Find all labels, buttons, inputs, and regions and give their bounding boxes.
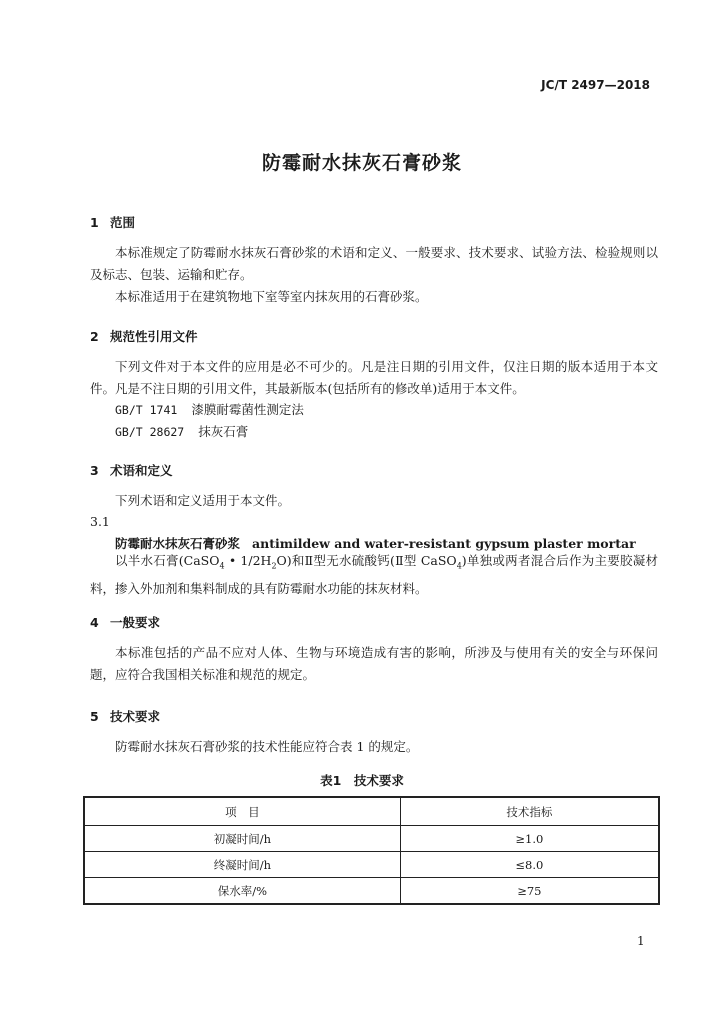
- section-4-paragraph-1: 本标准包括的产品不应对人体、生物与环境造成有害的影响，所涉及与使用有关的安全与环保问题，应符合我国相关标准和规范的规定。: [90, 645, 658, 682]
- table-row: [84, 852, 659, 878]
- section-4-heading: [90, 613, 160, 631]
- reference-item: [115, 422, 248, 440]
- section-3-heading: [90, 461, 173, 479]
- section-1-paragraph-1: 本标准规定了防霉耐水抹灰石膏砂浆的术语和定义、一般要求、技术要求、试验方法、检验规则以及标志、包装、运输和贮存。: [90, 245, 658, 282]
- section-2-heading: [90, 327, 198, 345]
- section-number: 1: [90, 215, 99, 230]
- section-number: 3: [90, 463, 99, 478]
- table-cell: ≥75: [400, 878, 659, 905]
- section-title: 技术要求: [110, 709, 161, 724]
- table-header-row: [84, 797, 659, 826]
- reference-code: GB/T 1741: [115, 403, 178, 417]
- section-5-heading: [90, 707, 160, 725]
- section-1-paragraph-2: 本标准适用于在建筑物地下室等室内抹灰用的石膏砂浆。: [115, 289, 428, 304]
- term-definition: 以半水石膏(CaSO$_4$ • $1/2H_2O$)和Ⅱ型无水硫酸钙(Ⅱ型 CaSO$_4$)单独或两者混合后作为主要胶凝材料，掺入外加剂和集料制成的具有防霉耐水功能的抹灰材料。: [90, 553, 659, 596]
- section-number: 5: [90, 709, 99, 724]
- section-5-paragraph-1: 防霉耐水抹灰石膏砂浆的技术性能应符合表 1 的规定。: [115, 739, 419, 754]
- section-title: 范围: [110, 215, 136, 230]
- section-3-paragraph-1: 下列术语和定义适用于本文件。: [115, 493, 291, 508]
- reference-item: [115, 400, 304, 418]
- document-title: 防霉耐水抹灰石膏砂浆: [261, 152, 462, 174]
- table-cell: 终凝时间/h: [84, 852, 400, 878]
- section-title: 术语和定义: [110, 463, 173, 478]
- table-cell: ≤8.0: [400, 852, 659, 878]
- table-caption: 表1 技术要求: [320, 773, 404, 788]
- page-number: 1: [637, 934, 645, 948]
- table-cell: 保水率/%: [84, 878, 400, 905]
- section-title: 一般要求: [110, 615, 161, 630]
- reference-code: GB/T 28627: [115, 425, 185, 439]
- reference-title: 抹灰石膏: [198, 424, 249, 439]
- table-row: [84, 826, 659, 852]
- table-header-cell: 项 目: [84, 797, 400, 826]
- table-cell: ≥1.0: [400, 826, 659, 852]
- term-english: antimildew and water-resistant gypsum plaster mortar: [252, 536, 636, 551]
- section-number: 4: [90, 615, 99, 630]
- table-header-cell: 技术指标: [400, 797, 659, 826]
- section-number: 2: [90, 329, 99, 344]
- section-2-paragraph-1: 下列文件对于本文件的应用是必不可少的。凡是注日期的引用文件，仅注日期的版本适用于本文件。凡是不注日期的引用文件，其最新版本(包括所有的修改单)适用于本文件。: [90, 359, 658, 396]
- term-chinese: 防霉耐水抹灰石膏砂浆: [115, 536, 241, 551]
- technical-requirements-table: [83, 796, 660, 905]
- term-number: 3.1: [90, 514, 110, 529]
- section-title: 规范性引用文件: [110, 329, 198, 344]
- reference-title: 漆膜耐霉菌性测定法: [191, 402, 304, 417]
- standard-code: JC/T 2497—2018: [541, 78, 650, 92]
- table-row: [84, 878, 659, 905]
- table-cell: 初凝时间/h: [84, 826, 400, 852]
- section-1-heading: [90, 213, 135, 231]
